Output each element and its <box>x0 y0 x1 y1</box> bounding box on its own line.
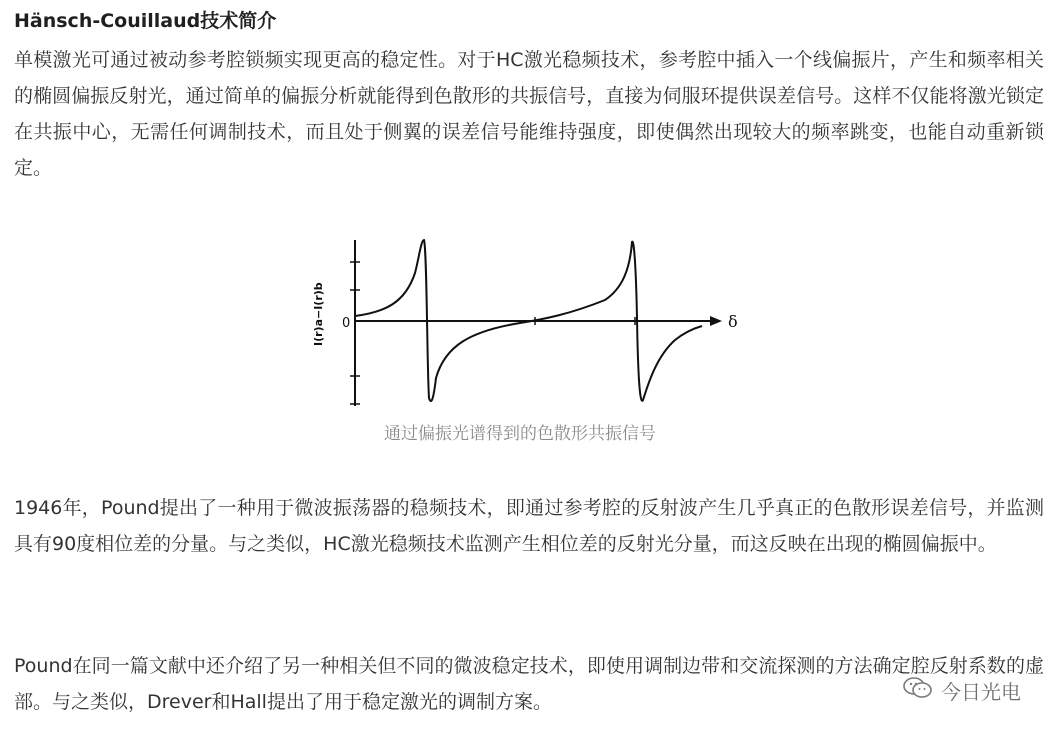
article-title: Hänsch-Couillaud技术简介 <box>14 10 277 32</box>
paragraph-1: 单模激光可通过被动参考腔锁频实现更高的稳定性。对于HC激光稳频技术，参考腔中插入一个线偏振片，产生和频率相关的椭圆偏振反射光，通过简单的偏振分析就能得到色散形的共振信号，直接为伺服环提供误差信号。这样不仅能将激光锁定在共振中心，无需任何调制技术，而且处于侧翼的误差信号能维持强度，即使偶然出现较大的频率跳变，也能自动重新锁定。 <box>14 49 1044 179</box>
watermark <box>903 676 1021 705</box>
wechat-icon <box>903 676 933 705</box>
origin-label: 0 <box>342 316 351 331</box>
y-axis-label: I(r)a−I(r)b <box>312 282 325 346</box>
figure-caption: 通过偏振光谱得到的色散形共振信号 <box>384 424 656 444</box>
dispersion-signal-figure <box>290 228 770 418</box>
paragraph-3: Pound在同一篇文献中还介绍了另一种相关但不同的微波稳定技术，即使用调制边带和交流探测的方法确定腔反射系数的虚部。与之类似，Drever和Hall提出了用于稳定激光的调制方案。 <box>14 655 1044 713</box>
x-axis-arrow <box>710 316 722 326</box>
dispersion-signal-plot <box>290 228 770 418</box>
watermark-text: 今日光电 <box>941 680 1021 704</box>
x-axis-label: δ <box>728 312 738 331</box>
paragraph-2: 1946年，Pound提出了一种用于微波振荡器的稳频技术，即通过参考腔的反射波产生几乎真正的色散形误差信号，并监测具有90度相位差的分量。与之类似，HC激光稳频技术监测产生相位差的反射光分量，而这反映在出现的椭圆偏振中。 <box>14 497 1044 555</box>
